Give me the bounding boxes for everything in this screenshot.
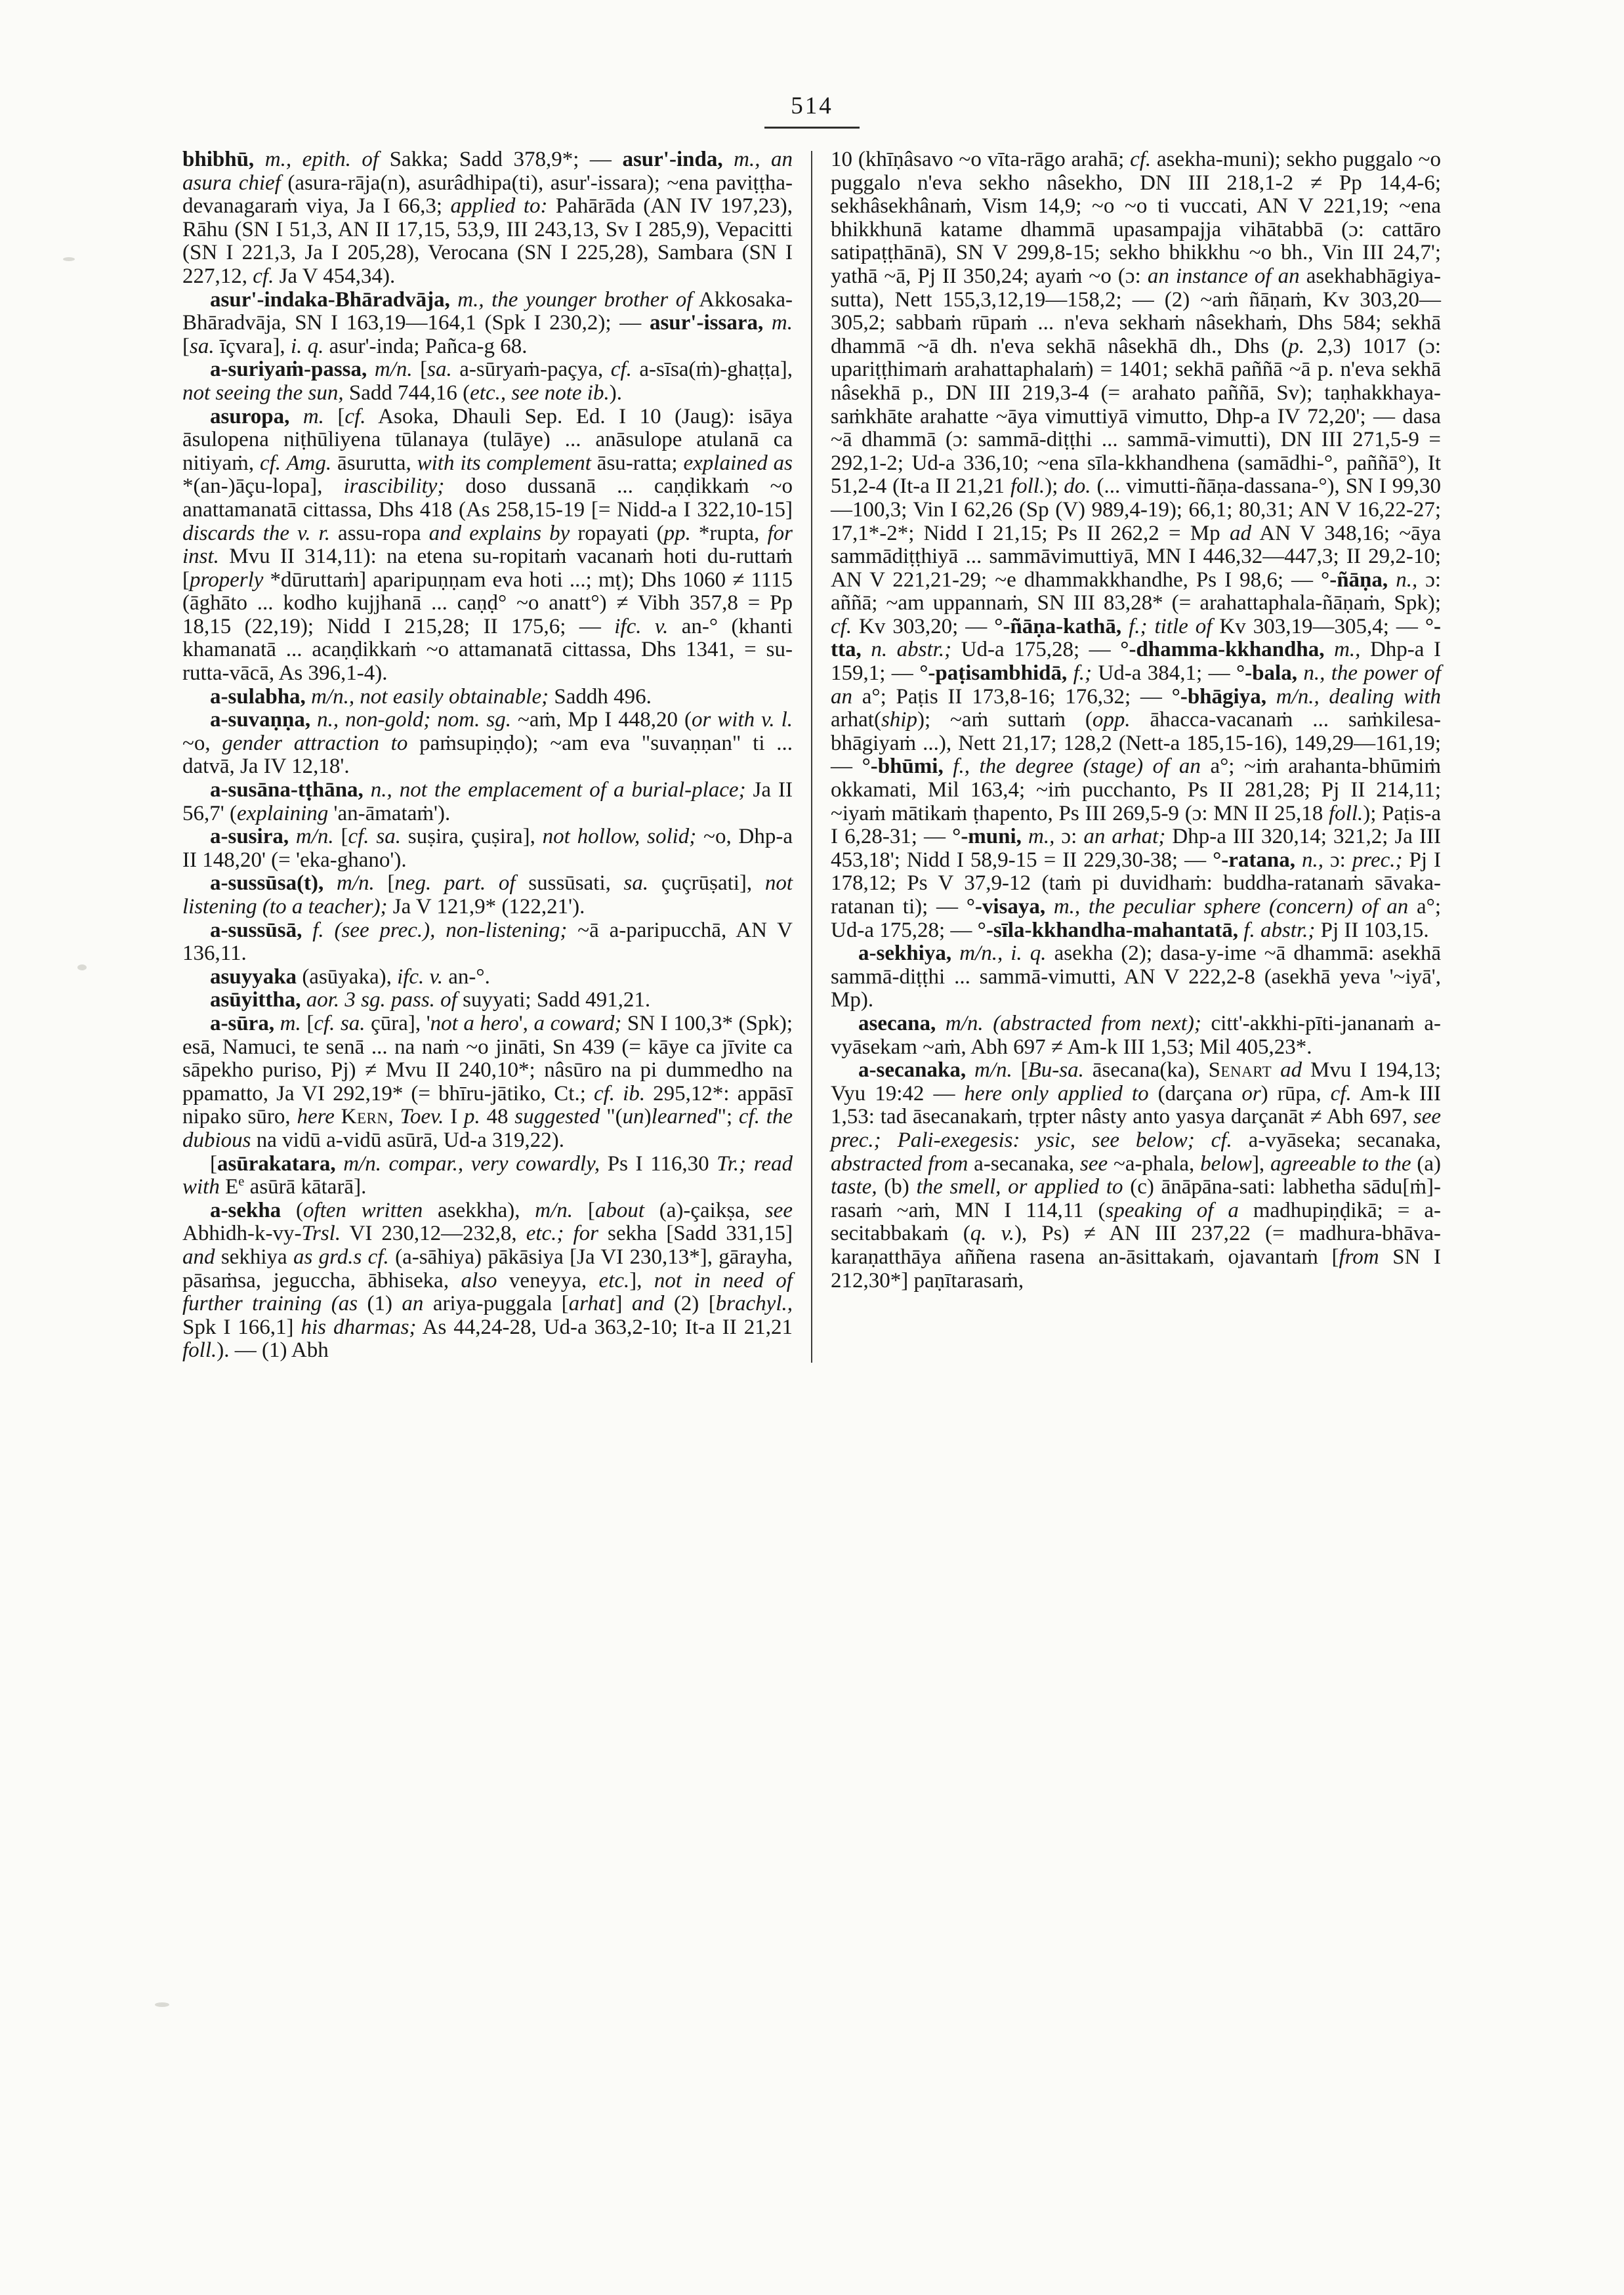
scan-speck xyxy=(77,964,87,970)
entry-paragraph: asur'-indaka-Bhāradvāja, m., the younger brother of Akkosaka-Bhāradvāja, SN I 163,19—164,1 (Spk I 230,2); — asur'-issara, m. [sa. īçvara], i. q. asur'-inda; Pañca-g 68. xyxy=(182,287,793,358)
entry-paragraph: a-sekha (often written asekkha), m/n. [about (a)-çaikṣa, see Abhidh-k-vy-Trsl. VI 230,12—232,8, etc.; for sekha [Sadd 331,15] and sekhiya as grd.s cf. (a-sāhiya) pākāsiya [Ja VI 230,13*], gārayha, pāsaṁsa, jeguccha, ābhiseka, also veneyya, etc.], not in need of further training (as (1) an ariya-puggala [arhat] and (2) [brachyl., Spk I 166,1] his dharmas; As 44,24-28, Ud-a 363,2-10; It-a II 21,21 foll.). — (1) Abh xyxy=(182,1198,793,1363)
entry-paragraph: a-suvaṇṇa, n., non-gold; nom. sg. ~aṁ, Mp I 448,20 (or with v. l. ~o, gender attraction to paṁsupiṇḍo); ~am eva "suvaṇṇan" ti ... datvā, Ja IV 12,18'. xyxy=(182,708,793,779)
scan-speck xyxy=(155,2002,169,2007)
entry-paragraph: asuropa, m. [cf. Asoka, Dhauli Sep. Ed. I 10 (Jaug): isāya āsulopena niṭhūliyena tūlanaya (tulāye) ... anāsulope atulanā ca nitiyaṁ, cf. Amg. āsurutta, with its complement āsu-ratta; explained as *(an-)āçu-lopa], irascibility; doso dussanā ... caṇḍikkaṁ ~o anattamanatā cittassa, Dhs 418 (As 258,15-19 [= Nidd-a I 322,10-15] discards the v. r. assu-ropa and explains by ropayati (pp. *rupta, for inst. Mvu II 314,11): na etena su-ropitaṁ vacanaṁ hoti du-ruttaṁ [properly *dūruttaṁ] aparipuṇṇam eva hoti ...; mṭ); Dhs 1060 ≠ 1115 (āghāto ... kodho kujjhanā ... caṇḍ° ~o anatt°) ≠ Vibh 357,8 = Pp 18,15 (22,19); Nidd I 215,28; II 175,6; — ifc. v. an-° (khanti khamanatā ... acaṇḍikkaṁ ~o attamanatā cittassa, Dhs 1341, = su-rutta-vācā, As 396,1-4). xyxy=(182,404,793,686)
entry-paragraph: asecana, m/n. (abstracted from next); citt'-akkhi-pīti-jananaṁ a-vyāsekam ~aṁ, Abh 697 ≠ Am-k III 1,53; Mil 405,23*. xyxy=(831,1011,1441,1059)
dictionary-text-columns xyxy=(182,148,1444,1363)
entry-paragraph: a-sussūsā, f. (see prec.), non-listening; ~ā a-paripucchā, AN V 136,11. xyxy=(182,918,793,966)
entry-continuation-paragraph: 10 (khīṇâsavo ~o vīta-rāgo arahā; cf. asekha-muni); sekho puggalo ~o puggalo n'eva sekho nâsekho, DN III 218,1-2 ≠ Pp 14,4-6; sekhâsekhânaṁ, Vism 14,9; ~o ~o ti vuccati, AN V 221,19; ~ena bhikkhunā katame dhammā upasampajja vihātabbā (ɔ: cattāro satipaṭṭhānā), SN V 299,8-15; sekho bhikkhu ~o bh., Vin III 24,7'; yathā ~ā, Pj II 350,24; ayaṁ ~o (ɔ: an instance of an asekhabhāgiya-sutta), Nett 155,3,12,19—158,2; — (2) ~aṁ ñāṇaṁ, Kv 303,20—305,2; sabbaṁ rūpaṁ ... n'eva sekhaṁ nâsekhaṁ, Dhs 584; sekhā dhammā ~ā dh. n'eva sekhā nâsekhā dh., Dhs (p. 2,3) 1017 (ɔ: upariṭṭhimaṁ arahattaphalaṁ) = 1401; sekhā paññā ~ā p. n'eva sekhā nâsekhā p., DN III 219,3-4 (= arahato paññā, Sv); taṇhakkhaya-saṁkhāte arahatte ~āya vimuttiyā vimutto, Dhp-a IV 72,20'; — dasa ~ā dhammā (ɔ: sammā-diṭṭhi ... sammā-vimutti), DN III 271,5-9 = 292,1-2; Ud-a 336,10; ~ena sīla-kkhandhena (samādhi-°, paññā°), It 51,2-4 (It-a II 21,21 foll.); do. (... vimutti-ñāṇa-dassana-°), SN I 99,30—100,3; Vin I 62,26 (Sp (V) 989,4-19); 66,1; 80,31; AN V 16,22-27; 17,1*-2*; Nidd I 21,15; Ps II 262,2 = Mp ad AN V 348,16; ~āya sammādiṭṭhiyā ... sammāvimuttiyā, MN I 446,32—447,3; II 29,2-10; AN V 221,21-29; ~e dhammakkhandhe, Ps I 98,6; — °-ñāṇa, n., ɔ: aññā; ~am uppannaṁ, SN III 83,28* (= arahattaphala-ñāṇaṁ, Spk); cf. Kv 303,20; — °-ñāṇa-kathā, f.; title of Kv 303,19—305,4; — °-tta, n. abstr.; Ud-a 175,28; — °-dhamma-kkhandha, m., Dhp-a I 159,1; — °-paṭisambhidā, f.; Ud-a 384,1; — °-bala, n., the power of an a°; Paṭis II 173,8-16; 176,32; — °-bhāgiya, m/n., dealing with arhat(ship); ~aṁ suttaṁ (opp. āhacca-vacanaṁ ... saṁkilesa-bhāgiyaṁ ...), Nett 21,17; 128,2 (Nett-a 185,15-16), 149,29—161,19; — °-bhūmi, f., the degree (stage) of an a°; ~iṁ arahanta-bhūmiṁ okkamati, Mil 163,4; ~iṁ pucchanto, Ps II 281,28; Pj II 214,11; ~iyaṁ mātikaṁ ṭhapento, Ps III 269,5-9 (ɔ: MN II 25,18 foll.); Paṭis-a I 6,28-31; — °-muni, m., ɔ: an arhat; Dhp-a III 320,14; 321,2; Ja III 453,18'; Nidd I 58,9-15 = II 229,30-38; — °-ratana, n., ɔ: prec.; Pj I 178,12; Ps V 37,9-12 (taṁ pi duvidhaṁ: buddha-ratanaṁ sāvaka-ratanan ti); — °-visaya, m., the peculiar sphere (concern) of an a°; Ud-a 175,28; — °-sīla-kkhandha-mahantatā, f. abstr.; Pj II 103,15. xyxy=(831,148,1442,942)
column-divider xyxy=(811,151,812,1363)
left-column xyxy=(182,148,793,1363)
entry-paragraph: a-susāna-tṭhāna, n., not the emplacement of a burial-place; Ja II 56,7' (explaining 'an-āmataṁ'). xyxy=(182,778,793,825)
entry-paragraph: a-susira, m/n. [cf. sa. suṣira, çuṣira], not hollow, solid; ~o, Dhp-a II 148,20' (= 'eka-ghano'). xyxy=(182,825,793,872)
entry-paragraph: a-suriyaṁ-passa, m/n. [sa. a-sūryaṁ-paçya, cf. a-sīsa(ṁ)-ghaṭṭa], not seeing the sun, Sadd 744,16 (etc., see note ib.). xyxy=(182,358,793,405)
entry-paragraph: a-sulabha, m/n., not easily obtainable; Saddh 496. xyxy=(210,684,652,709)
entry-paragraph: a-sussūsa(t), m/n. [neg. part. of sussūsati, sa. çuçrūṣati], not listening (to a teacher); Ja V 121,9* (122,21'). xyxy=(182,871,793,919)
page-header xyxy=(0,92,1624,129)
entry-paragraph: asuyyaka (asūyaka), ifc. v. an-°. xyxy=(210,964,490,989)
page-number: 514 xyxy=(764,92,860,129)
entry-paragraph: [asūrakatara, m/n. compar., very cowardly, Ps I 116,30 Tr.; read with $E^e$ asūrā kātarā]. xyxy=(182,1151,793,1199)
entry-paragraph: asūyittha, aor. 3 sg. pass. of suyyati; Sadd 491,21. xyxy=(210,988,651,1012)
entry-paragraph: a-secanaka, m/n. [Bu-sa. āsecana(ka), Senart ad Mvu I 194,13; Vyu 19:42 — here only applied to (darçana or) rūpa, cf. Am-k III 1,53: tad āsecanakaṁ, tṛpter nâsty anto yasya darçanāt ≠ Abh 697, see prec.; Pali-exegesis: ysic, see below; cf. a-vyāseka; secanaka, abstracted from a-secanaka, see ~a-phala, below], agreeable to the (a) taste, (b) the smell, or applied to (c) ānāpāna-sati: labhetha sādu[ṁ]-rasaṁ ~aṁ, MN I 114,11 (speaking of a madhupiṇḍikā; = a-secitabbakaṁ (q. v.), Ps) ≠ AN III 237,22 (= madhura-bhāva-karaṇatthāya aññena rasena an-āsittakaṁ, ojavantaṁ [from SN I 212,30*] paṇītarasaṁ, xyxy=(831,1058,1442,1292)
right-column xyxy=(831,148,1441,1363)
entry-continuation-paragraph: bhibhū, m., epith. of Sakka; Sadd 378,9*; — asur'-inda, m., an asura chief (asura-rāja(n), asurâdhipa(ti), asur'-issara); ~ena paviṭṭha-devanagaraṁ viya, Ja I 66,3; applied to: Pahārāda (AN IV 197,23), Rāhu (SN I 51,3, AN II 17,15, 53,9, III 243,13, Sv I 285,9), Vepacitti (SN I 221,3, Ja I 205,28), Verocana (SN I 225,28), Sambara (SN I 227,12, cf. Ja V 454,34). xyxy=(182,148,793,288)
entry-paragraph: a-sūra, m. [cf. sa. çūra], 'not a hero', a coward; SN I 100,3* (Spk); esā, Namuci, te senā ... na naṁ ~o jināti, Sn 439 (= kāye ca jīvite ca sāpekho puriso, Pj) ≠ Mvu II 240,10*; nâsūro na pi dummedho na ppamatto, Ja VI 292,19* (= bhīru-jātiko, Ct.; cf. ib. 295,12*: appāsī nipako sūro, here Kern, Toev. I p. 48 suggested "(un)learned"; cf. the dubious na vidū a-vidū asūrā, Ud-a 319,22). xyxy=(182,1011,793,1152)
scan-speck xyxy=(63,257,75,261)
entry-paragraph: a-sekhiya, m/n., i. q. asekha (2); dasa-y-ime ~ā dhammā: asekhā sammā-diṭṭhi ... sammā-vimutti, AN V 222,2-8 (asekhā yeva '~iyā', Mp). xyxy=(831,941,1442,1012)
